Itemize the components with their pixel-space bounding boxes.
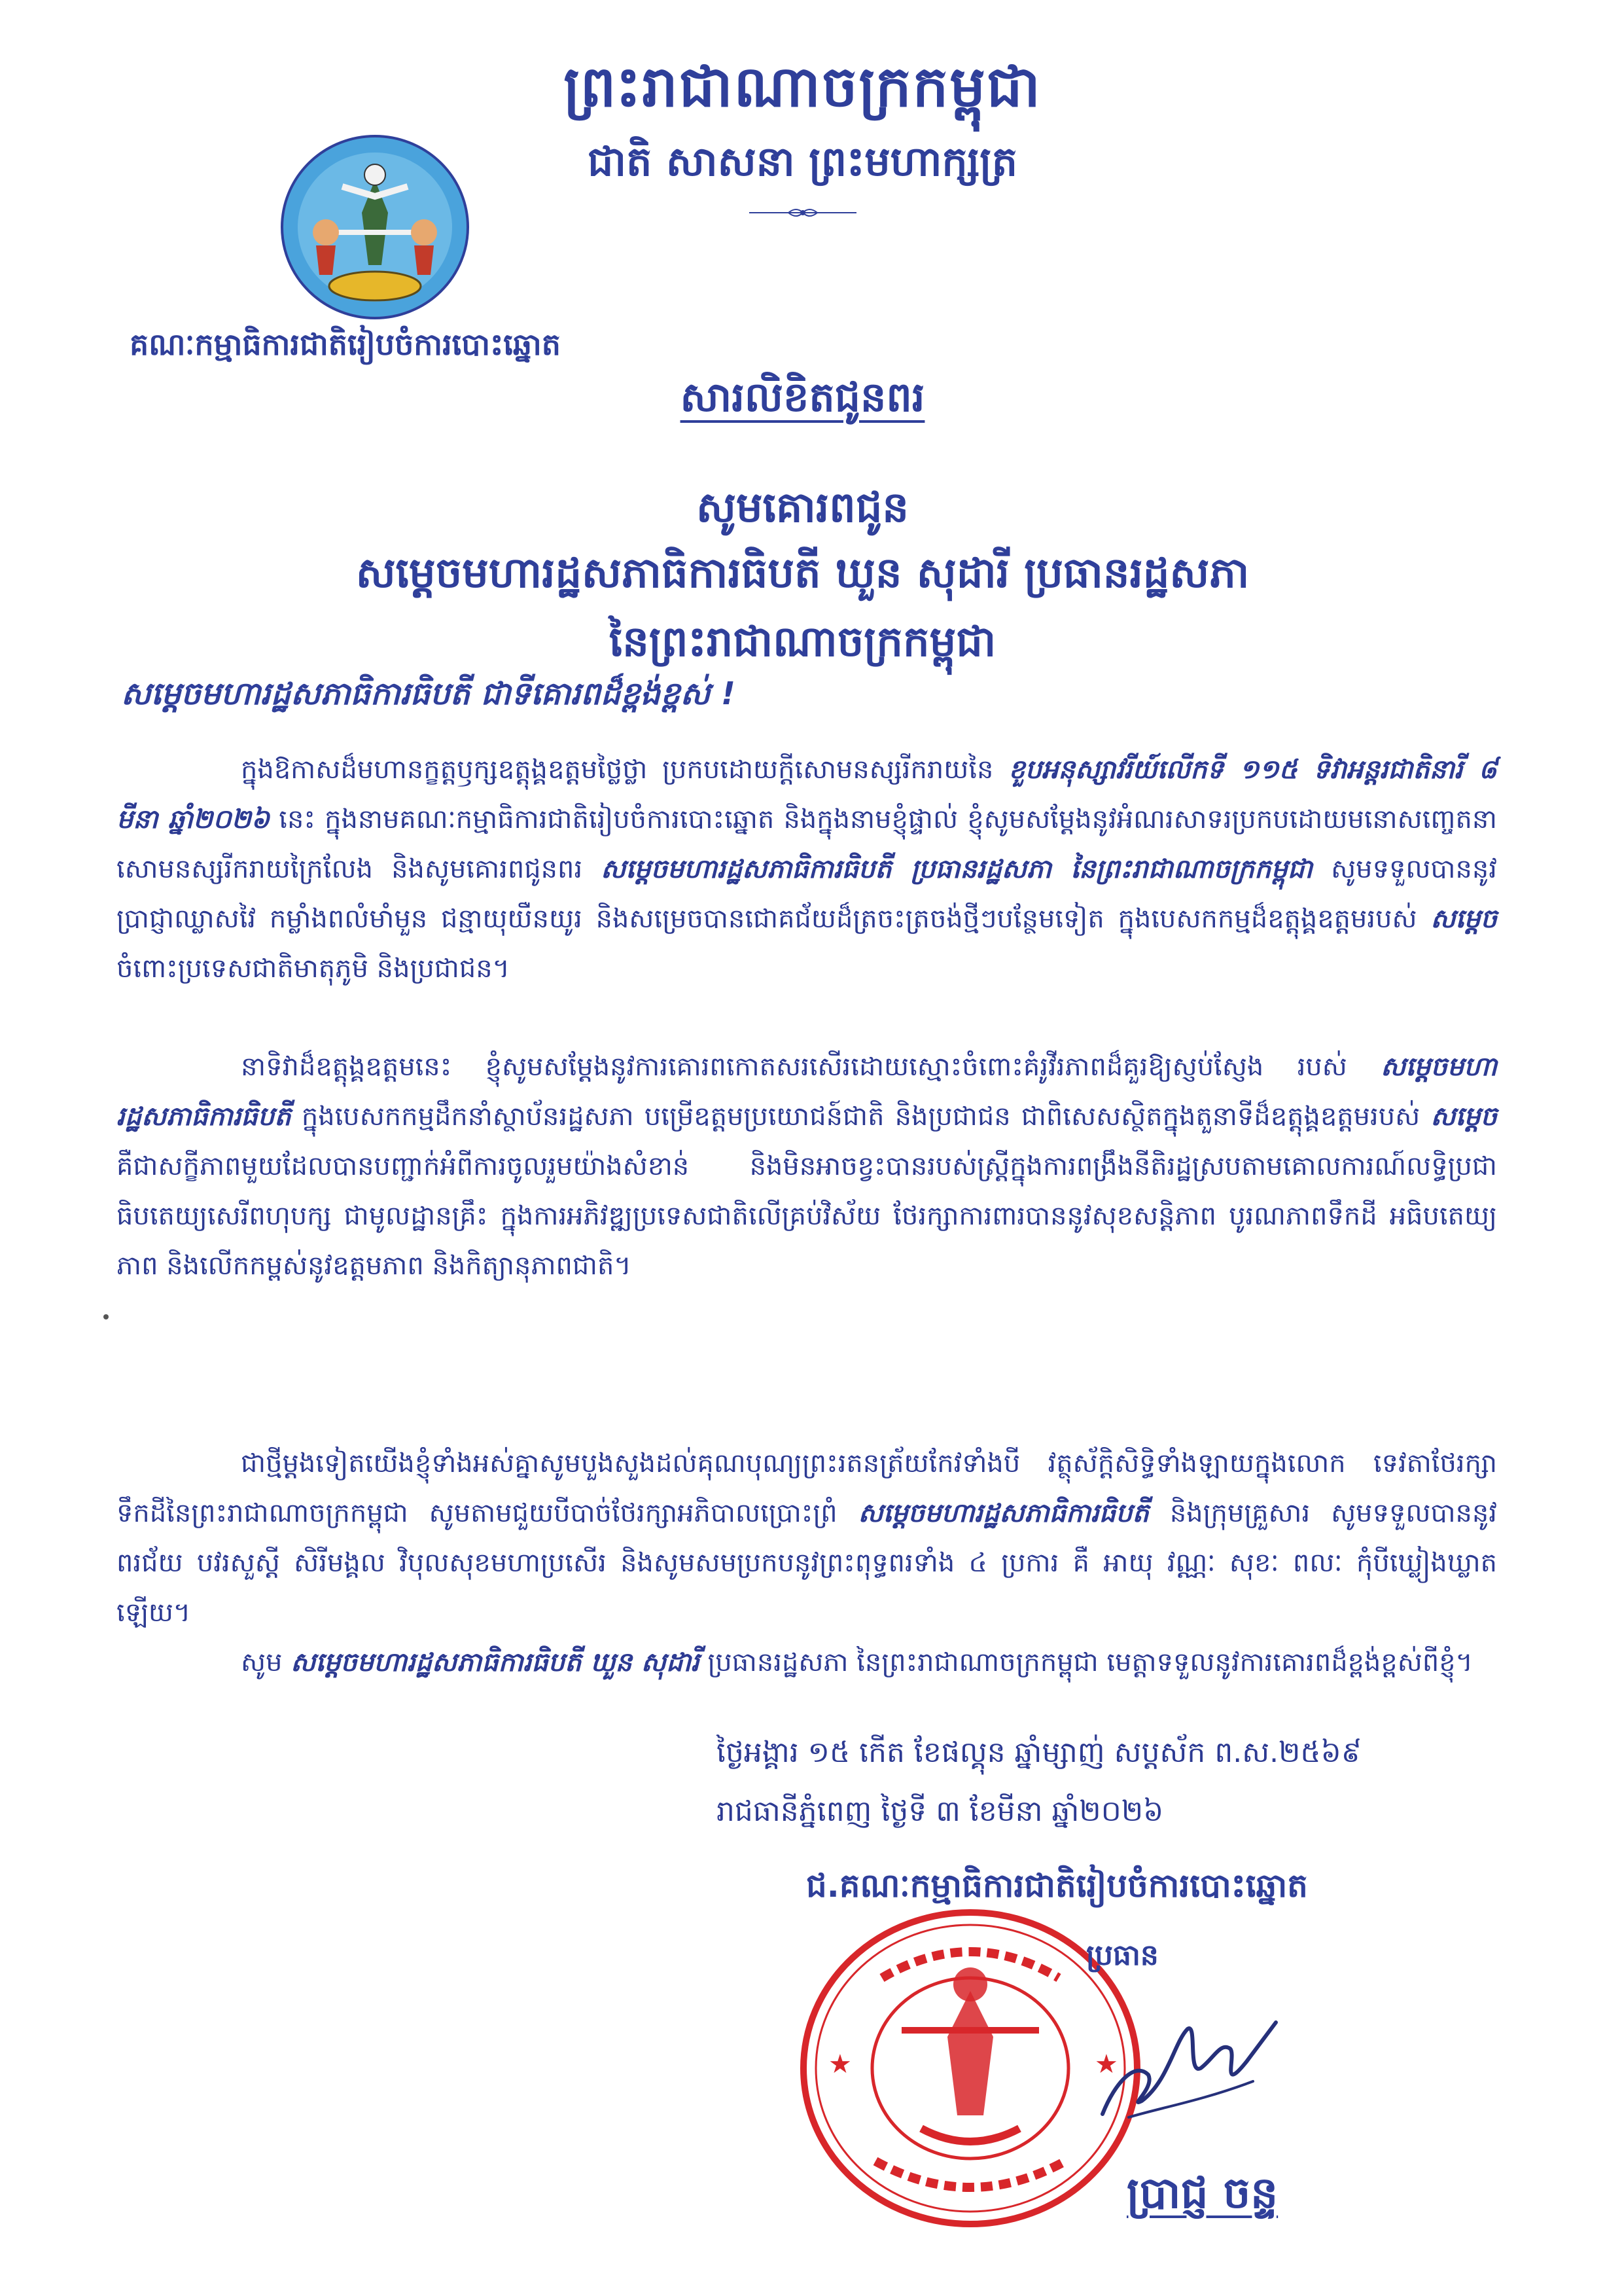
ornament-icon <box>749 205 856 221</box>
p1-text-a: ក្នុងឱកាសដ៏មហានក្ខត្តឫក្សឧត្តុង្គឧត្តមថ្លៃថ្លា ប្រកបដោយក្តីសោមនស្សរីករាយនៃ <box>241 755 1009 785</box>
lunar-date: ថ្ងៃអង្គារ ១៥ កើត ខែផល្គុន ឆ្នាំម្សាញ់ សប្តស័ក ព.ស.២៥៦៩ <box>716 1736 1362 1769</box>
p3-text-a: ជាថ្មីម្តងទៀតយើងខ្ញុំទាំងអស់គ្នាសូមបួងសួងដល់គុណបុណ្យព្រះរតនត្រ័យកែវទាំងបី វត្ថុស័ក្តិសិទ្ធិទាំងឡាយក្នុងលោក ទេវតាថែរក្សាទឹកដីនៃព្រះរាជាណាចក្រកម្ពុជា សូមតាមជួយបីបាច់ថែរក្សាអភិបាលប្រោះព្រំ <box>116 1448 1497 1528</box>
emblem-icon <box>280 134 470 321</box>
p2-text-e: គឺជាសក្ខីភាពមួយដែលបានបញ្ជាក់អំពីការចូលរួមយ៉ាងសំខាន់ និងមិនអាចខ្វះបានរបស់ស្ត្រីក្នុងការពង្រឹងនីតិរដ្ឋស្របតាមគោលការណ៍លទ្ធិប្រជាធិបតេយ្យសេរីពហុបក្ស ជាមូលដ្ឋានគ្រឹះ ក្នុងការអភិវឌ្ឍប្រទេសជាតិលើគ្រប់វិស័យ ថែរក្សាការពារបាននូវសុខសន្តិភាព បូរណភាពទឹកដី អធិបតេយ្យភាព និងលើកកម្ពស់នូវឧត្តមភាព និងកិត្យានុភាពជាតិ។ <box>116 1151 1497 1281</box>
p4-bold-b: សម្តេចមហារដ្ឋសភាធិការធិបតី ឃួន សុដារី <box>291 1647 699 1677</box>
p2-bold-d: សម្តេច <box>1430 1102 1497 1132</box>
p4-text-a: សូម <box>241 1647 291 1677</box>
recipient-name: សម្តេចមហារដ្ឋសភាធិការធិបតី ឃួន សុដារី ប្រធានរដ្ឋសភា <box>355 549 1250 598</box>
p1-bold-d: សម្តេចមហារដ្ឋសភាធិការធិបតី ប្រធានរដ្ឋសភា នៃព្រះរាជាណាចក្រកម្ពុជា <box>601 854 1313 884</box>
svg-text:★: ★ <box>828 2049 852 2079</box>
paragraph-1 <box>116 745 1497 994</box>
p3-text-c: និងក្រុមគ្រួសារ សូមទទួលបាននូវពរជ័យ បវរសួស្តី សិរីមង្គល វិបុលសុខមហាប្រសើរ និងសូមសមប្រកបនូវព្រះពុទ្ធពរទាំង ៤ ប្រការ គឺ អាយុ វណ្ណៈ សុខៈ ពលៈ កុំបីឃ្លៀងឃ្លាតឡើយ។ <box>116 1498 1497 1628</box>
p4-text-c: ប្រធានរដ្ឋសភា នៃព្រះរាជាណាចក្រកម្ពុជា មេត្តាទទួលនូវការគោរពដ៏ខ្ពង់ខ្ពស់ពីខ្ញុំ។ <box>699 1647 1473 1677</box>
signer-role: ប្រធាន <box>1086 1939 1159 1972</box>
svg-text:★: ★ <box>1095 2049 1118 2079</box>
p1-bold-b: ខួបអនុស្សាវរីយ៍លើកទី ១១៥ ទិវាអន្តរជាតិនារី ៨ មីនា ឆ្នាំ២០២៦ <box>116 755 1498 834</box>
signer-organization: ជ.គណៈកម្មាធិការជាតិរៀបចំការបោះឆ្នោត <box>806 1867 1308 1905</box>
paragraph-3 <box>116 1439 1497 1638</box>
stray-mark <box>103 1314 109 1319</box>
letter-title: សារលិខិតជូនពរ <box>680 373 925 421</box>
p1-text-c: នេះ ក្នុងនាមគណៈកម្មាធិការជាតិរៀបចំការបោះឆ្នោត និងក្នុងនាមខ្ញុំផ្ទាល់ ខ្ញុំសូមសម្តែងនូវអំណរសាទរប្រកបដោយមនោសញ្ចេតនាសោមនស្សរីករាយក្រៃលែង និងសូមគោរពជូនពរ <box>116 804 1497 884</box>
signer-name: ប្រាជ្ញ ចន្ទ <box>1127 2168 1279 2218</box>
salutation: សម្តេចមហារដ្ឋសភាធិការធិបតី ជាទីគោរពដ៏ខ្ពង់ខ្ពស់ ! <box>121 675 735 712</box>
p3-bold-b: សម្តេចមហារដ្ឋសភាធិការធិបតី <box>858 1498 1149 1528</box>
p1-text-g: ចំពោះប្រទេសជាតិមាតុភូមិ និងប្រជាជន។ <box>116 954 510 984</box>
p2-bold-b: សម្តេចមហារដ្ឋសភាធិការធិបតី <box>116 1052 1497 1132</box>
recipient-institution: នៃព្រះរាជាណាចក្រកម្ពុជា <box>608 618 997 666</box>
handwritten-signature <box>1089 2003 1286 2140</box>
p2-text-c: ក្នុងបេសកកម្មដឹកនាំស្ថាប័នរដ្ឋសភា បម្រើឧត្តមប្រយោជន៍ជាតិ និងប្រជាជន ជាពិសេសស្ថិតក្នុងតួនាទីដ៏ឧត្តុង្គឧត្តមរបស់ <box>291 1102 1431 1132</box>
paragraph-4 <box>116 1638 1497 1687</box>
to-line: សូមគោរពជូន <box>696 484 909 532</box>
solar-date: រាជធានីភ្នំពេញ ថ្ងៃទី ៣ ខែមីនា ឆ្នាំ២០២៦ <box>716 1795 1164 1828</box>
motto-header: ជាតិ សាសនា ព្រះមហាក្សត្រ <box>587 137 1018 185</box>
p1-text-e: សូមទទួលបាននូវប្រាជ្ញាឈ្លាសវៃ កម្លាំងពលំមាំមួន ជន្មាយុយឺនយូរ និងសម្រេចបានជោគជ័យដ៏ត្រចះត្រចង់ថ្មីៗបន្ថែមទៀត ក្នុងបេសកកម្មដ៏ឧត្តុង្គឧត្តមរបស់ <box>116 854 1497 934</box>
paragraph-2 <box>116 1042 1497 1291</box>
kingdom-header: ព្រះរាជាណាចក្រកម្ពុជា <box>563 54 1042 120</box>
p2-text-a: នាទិវាដ៏ឧត្តុង្គឧត្តមនេះ ខ្ញុំសូមសម្តែងនូវការគោរពកោតសរសើរដោយស្មោះចំពោះគំរូវីរភាពដ៏គួរឱ្យស្ញប់ស្ញែង របស់ <box>241 1052 1381 1082</box>
organization-name: គណៈកម្មាធិការជាតិរៀបចំការបោះឆ្នោត <box>130 327 561 362</box>
p1-bold-f: សម្តេច <box>1430 904 1497 934</box>
